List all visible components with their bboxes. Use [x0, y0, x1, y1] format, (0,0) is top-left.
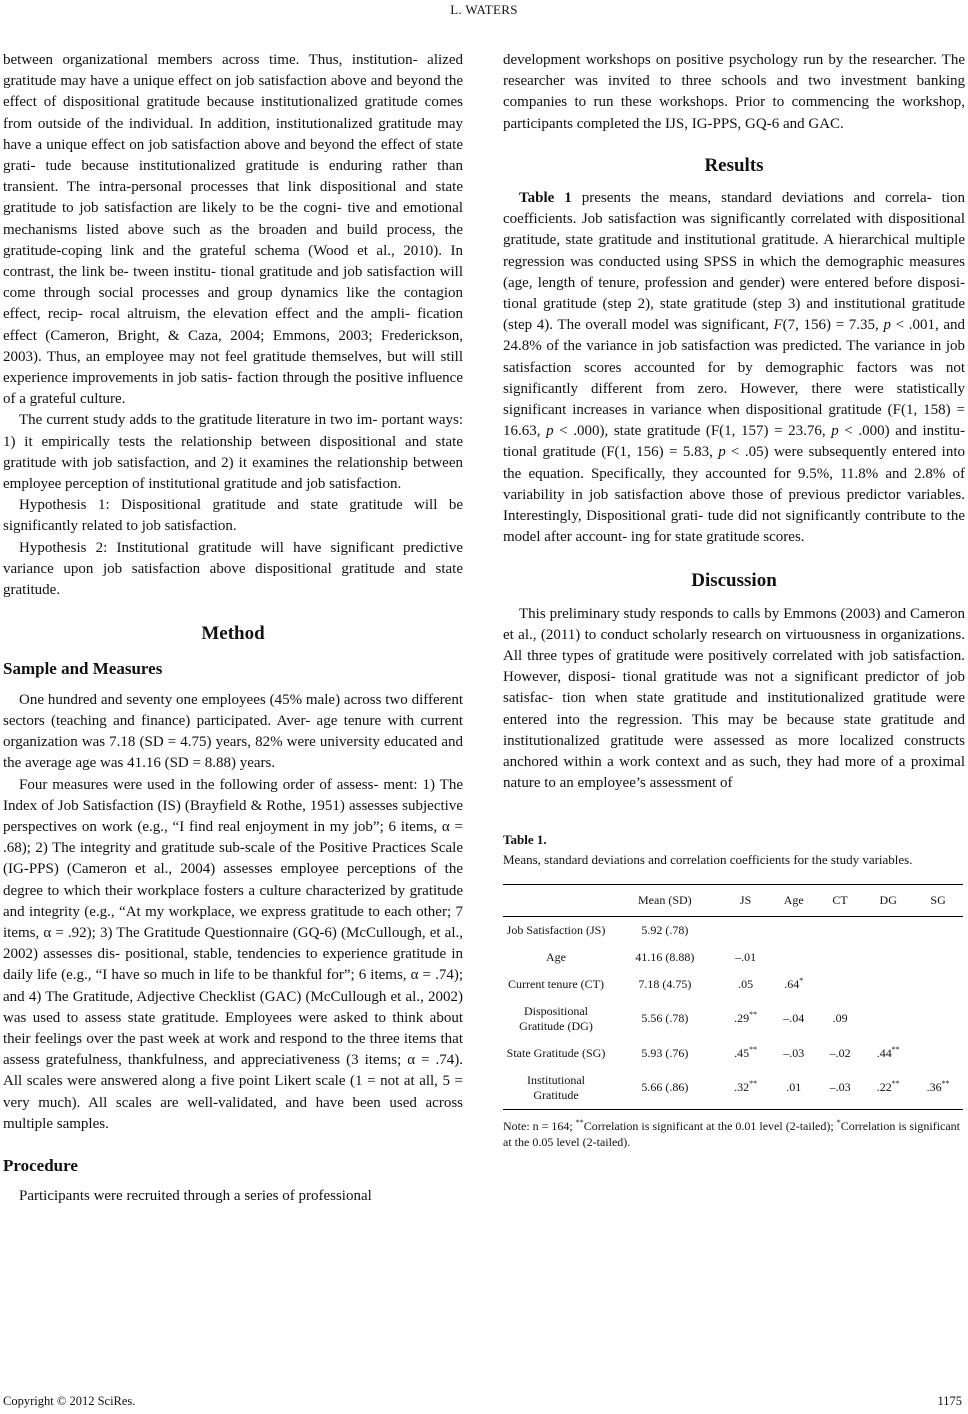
- table-header-cell: Mean (SD): [609, 884, 721, 916]
- table-cell: [721, 916, 771, 944]
- table-cell: 5.56 (.78): [641, 1011, 689, 1026]
- table-row: [503, 998, 963, 1040]
- paragraph: Four measures were used in the following order of assess- ment: 1) The Index of Job Satisfaction (IS) (Brayfield & Rothe, 1951) assesses subjective perspectives on work (e.g., “I find real enjoyment in my job”; 6 items, α = .68); 2) The integrity and gratitude sub-scale of the Positive Practices Scale (IG-PPS) (Cameron et al., 2004) assesses employee perceptions of the degree to which their workplace fosters a culture characterized by gratitude and integrity (e.g., “At my workplace, we express gratitude to each other; 7 items, α = .92); 3) The Gratitude Questionnaire (GQ-6) (McCullough, et al., 2002) assesses dis- positional, stable, tendencies to experience gratitude in daily life (e.g., “I have so much in life to be thankful for”; 6 items, α = .74); and 4) The Gratitude, Adjective Checklist (GAC) (McCullough et al., 2002) was used to assess state gratitude. Employees were asked to think about their feelings over the past week at work and respond to the three items that assess gratefulness, thankfulness, and appreciativeness (3 items; α = .74). All scales were answered along a five point Likert scale (1 = not at all, 5 = very much). All scales are well-validated, and have been used across multiple samples.: [3, 776, 463, 1132]
- copyright-footer: Copyright © 2012 SciRes.: [3, 1394, 136, 1408]
- paragraph: Table 1 presents the means, standard deviations and correla- tion coefficients. Job satisfaction was significantly correlated with dispositional gratitude, state gratitude and institutional gratitude. A hierarchical multiple regression was conducted using SPSS in which the demographic measures (age, length of tenure, profession and gender) were entered before disposi- tional gratitude (step 2), state gratitude (step 3) and institutional gratitude (step 4). The overall model was significant, F(7, 156) = 7.35, p < .001, and 24.8% of the variance in job satisfaction was predicted. The variance in job satisfaction scores accounted for by demographic factors was not significantly different from zero. However, there were statistically significant increases in variance when dispositional gratitude (F(1, 158) = 16.63, p < .000), state gratitude (F(1, 157) = 23.76, p < .000) and institu- tional gratitude (F(1, 156) = 5.83, p < .05) were subsequently entered into the equation. Specifically, they accounted for 9.5%, 11.8% and 2.8% of variability in job satisfaction above those of previous predictor variables. Interestingly, Dispositional grati- tude did not significantly contribute to the model after account- ing for state gratitude scores.: [503, 190, 966, 546]
- table-header-row: [503, 884, 963, 916]
- table-cell: .05: [738, 976, 754, 991]
- table-cell: Institutional Gratitude: [503, 1067, 609, 1110]
- table-row: [503, 944, 963, 971]
- table-cell: .09: [832, 1011, 848, 1026]
- table-cell: –.03: [783, 1045, 805, 1060]
- paragraph: Participants were recruited through a series of professional: [19, 1188, 372, 1205]
- table-cell: –.01: [735, 949, 757, 964]
- table-cell: .32**: [721, 1067, 771, 1110]
- table-row: [503, 916, 963, 944]
- table-cell: State Gratitude (SG): [506, 1045, 606, 1060]
- table-cell: [913, 916, 963, 944]
- table-cell: [817, 916, 863, 944]
- table-cell: 5.66 (.86): [609, 1067, 721, 1110]
- table-cell: .64*: [784, 975, 804, 991]
- table-cell: .45**: [734, 1044, 758, 1060]
- table-cell: –.04: [783, 1011, 805, 1026]
- table-cell: .22**: [863, 1067, 913, 1110]
- table-header-cell: JS: [721, 884, 771, 916]
- procedure-heading: Procedure: [3, 1155, 78, 1175]
- table-cell: 5.92 (.78): [641, 922, 689, 937]
- paragraph: One hundred and seventy one employees (45% male) across two different sectors (teaching and finance) participated. Aver- age tenure with current organization was 7.18 (SD = 4.75) years, 82% were university educated and the average age was 41.16 (SD = 8.88) years.: [3, 691, 463, 772]
- table-cell: 7.18 (4.75): [638, 976, 692, 991]
- page-number: 1175: [937, 1394, 962, 1408]
- paragraph: development workshops on positive psychology run by the researcher. The researcher was invited to three schools and two investment banking companies to run these workshops. Prior to commencing the workshop, participants completed the IJS, IG-PPS, GQ-6 and GAC.: [503, 52, 965, 132]
- method-heading: Method: [201, 623, 265, 645]
- right-column: [503, 50, 965, 1150]
- table-cell: [771, 916, 817, 944]
- table-cell: 5.93 (.76): [641, 1045, 689, 1060]
- table-cell: 41.16 (8.88): [635, 949, 695, 964]
- hypothesis-1: Hypothesis 1: Dispositional gratitude and state gratitude will be significantly related to job satisfaction.: [3, 497, 463, 535]
- table-cell: [913, 1040, 963, 1067]
- table-reference: Table 1: [519, 190, 572, 207]
- table-header-cell: Age: [771, 884, 817, 916]
- table-label: Table 1.: [503, 831, 547, 847]
- table-cell: –.03: [817, 1067, 863, 1110]
- table-cell: [913, 944, 963, 971]
- table-header-cell: CT: [817, 884, 863, 916]
- paragraph: The current study adds to the gratitude literature in two im- portant ways: 1) it empirically tests the relationship between dispositional and state gratitude with job satisfaction, and 2) it examines the relationship between employee perception of institutional gratitude and job satisfaction.: [3, 412, 463, 493]
- table-cell: [817, 971, 863, 998]
- table-header-cell: [503, 884, 609, 916]
- table-cell: .29**: [734, 1010, 758, 1026]
- table-cell: Job Satisfaction (JS): [506, 922, 606, 937]
- table-cell: [863, 916, 913, 944]
- paragraph: between organizational members across time. Thus, institution- alized gratitude may have a unique effect on job satisfaction above and beyond the effect of dispositional gratitude because institutionalized gratitude comes from outside of the individual. In addition, institutionalized gratitude may have a unique effect on job satisfaction above and beyond the effect of state grati- tude because institutionalized gratitude is enduring rather than transient. The intra-personal processes that link dispositional and state gratitude to job satisfaction are likely to be the cogni- tive and emotional mechanisms listed above such as the broaden and build process, the gratitude-coping link and the grateful schema (Wood et al., 2010). In contrast, the link be- tween institu- tional gratitude and job satisfaction will come through social processes and group dynamics like the contagion effect, recip- rocal altruism, the elevation effect and the ampli- fication effect (Cameron, Bright, & Caza, 2004; Emmons, 2003; Frederickson, 2003). Thus, an employee may not feel gratitude themselves, but will still experience improvements in job satis- faction through the positive influence of a grateful culture.: [3, 52, 463, 408]
- table-cell: [817, 944, 863, 971]
- table-cell: [771, 944, 817, 971]
- table-header-cell: SG: [913, 884, 963, 916]
- correlation-table: [503, 884, 963, 1110]
- table-cell: [863, 944, 913, 971]
- table-cell: .36**: [913, 1067, 963, 1110]
- table-cell: Current tenure (CT): [508, 976, 604, 991]
- table-cell: Age: [546, 949, 566, 964]
- table-cell: –.02: [829, 1045, 851, 1060]
- table-cell: Dispositional Gratitude (DG): [519, 1003, 593, 1033]
- hypothesis-2: Hypothesis 2: Institutional gratitude will have significant predictive variance upon job satisfaction above dispositional gratitude and state gratitude.: [3, 539, 463, 599]
- table-cell: .01: [771, 1067, 817, 1110]
- discussion-heading: Discussion: [691, 570, 777, 592]
- table-row: [503, 1040, 963, 1067]
- table-header-cell: DG: [863, 884, 913, 916]
- table-note: Note: n = 164; **Correlation is significant at the 0.01 level (2-tailed); *Correlation is significant at the 0.05 level (2-tailed).: [503, 1117, 961, 1149]
- table-row: [503, 971, 963, 998]
- sample-measures-heading: Sample and Measures: [3, 659, 163, 679]
- table-row: [503, 1067, 963, 1110]
- table-cell: [913, 998, 963, 1040]
- table-cell: .44**: [876, 1044, 900, 1060]
- table-caption: Means, standard deviations and correlation coefficients for the study variables.: [503, 851, 913, 867]
- table-cell: [863, 971, 913, 998]
- results-heading: Results: [704, 154, 764, 176]
- table-cell: [913, 971, 963, 998]
- running-header: L. WATERS: [450, 2, 518, 17]
- paragraph: This preliminary study responds to calls by Emmons (2003) and Cameron et al., (2011) to conduct scholarly research on virtuousness in organizations. All three types of gratitude were positively correlated with job satisfaction. However, disposi- tional gratitude was not a significant predictor of job satisfac- tion when state gratitude and institutionalized gratitude were entered into the regression. This may be because state gratitude and institutionalized gratitude were assessed as more localized constructs anchored within a work context and as such, they had more of a proximal nature to an employee’s assessment of: [503, 605, 965, 792]
- left-column: [3, 50, 463, 1207]
- table-cell: [863, 998, 913, 1040]
